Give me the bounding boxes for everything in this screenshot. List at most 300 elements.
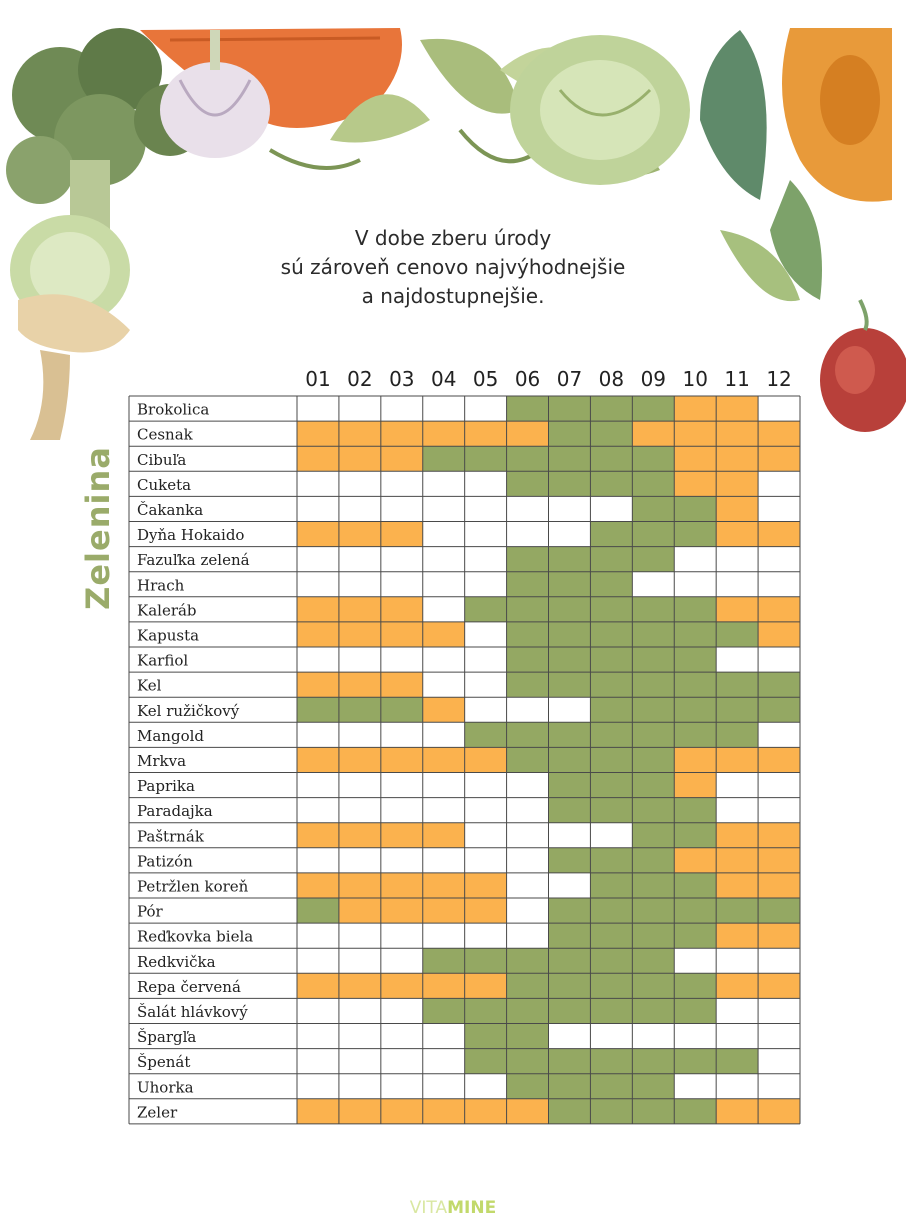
season-cell [339, 672, 381, 697]
month-header-05: 05 [472, 367, 499, 391]
vegetable-name: Petržlen koreň [137, 877, 249, 896]
season-cell [716, 823, 758, 848]
season-cell [716, 496, 758, 521]
season-cell [716, 923, 758, 948]
vegetable-name: Cesnak [137, 425, 193, 444]
season-cell [465, 622, 507, 647]
season-cell [465, 848, 507, 873]
season-cell [758, 773, 800, 798]
headline-line-2: sú zároveň cenovo najvýhodnejšie [280, 255, 626, 279]
season-cell [507, 823, 549, 848]
season-cell [674, 948, 716, 973]
season-cell [549, 1049, 591, 1074]
season-cell [716, 1024, 758, 1049]
season-cell [590, 898, 632, 923]
season-cell [297, 873, 339, 898]
month-header-12: 12 [766, 367, 792, 391]
season-cell [716, 522, 758, 547]
season-cell [465, 1049, 507, 1074]
season-cell [381, 873, 423, 898]
season-cell [632, 396, 674, 421]
season-cell [297, 973, 339, 998]
season-cell [590, 1074, 632, 1099]
season-cell [716, 773, 758, 798]
season-cell [507, 1074, 549, 1099]
season-cell [423, 496, 465, 521]
season-cell [339, 823, 381, 848]
season-cell [339, 446, 381, 471]
season-cell [632, 597, 674, 622]
season-cell [381, 597, 423, 622]
season-cell [632, 647, 674, 672]
season-cell [632, 798, 674, 823]
month-header-02: 02 [347, 367, 373, 391]
season-cell [758, 823, 800, 848]
season-cell [465, 547, 507, 572]
season-cell [549, 522, 591, 547]
season-cell [465, 1024, 507, 1049]
season-cell [507, 948, 549, 973]
season-cell [590, 421, 632, 446]
season-cell [297, 773, 339, 798]
season-cell [549, 722, 591, 747]
season-cell [423, 823, 465, 848]
season-cell [381, 722, 423, 747]
season-cell [590, 622, 632, 647]
season-cell [758, 873, 800, 898]
season-cell [549, 1024, 591, 1049]
vegetable-name: Fazuľka zelená [137, 551, 250, 570]
season-cell [465, 471, 507, 496]
season-cell [507, 446, 549, 471]
season-cell [549, 547, 591, 572]
season-cell [549, 773, 591, 798]
season-cell [632, 572, 674, 597]
season-cell [297, 572, 339, 597]
season-cell [632, 496, 674, 521]
month-header-09: 09 [640, 367, 667, 391]
season-cell [381, 622, 423, 647]
season-cell [507, 798, 549, 823]
vegetable-name: Mrkva [137, 751, 187, 770]
season-cell [549, 396, 591, 421]
season-cell [758, 697, 800, 722]
season-cell [381, 973, 423, 998]
season-cell [674, 848, 716, 873]
season-cell [339, 547, 381, 572]
season-cell [339, 722, 381, 747]
season-cell [465, 697, 507, 722]
season-cell [590, 873, 632, 898]
season-cell [674, 873, 716, 898]
season-cell [423, 923, 465, 948]
season-cell [465, 1074, 507, 1099]
season-cell [381, 948, 423, 973]
season-cell [590, 773, 632, 798]
season-cell [507, 597, 549, 622]
season-cell [339, 647, 381, 672]
vegetable-name: Špargľa [137, 1028, 197, 1047]
season-cell [716, 973, 758, 998]
season-cell [507, 923, 549, 948]
season-cell [465, 948, 507, 973]
season-cell [590, 496, 632, 521]
season-cell [758, 471, 800, 496]
season-cell [507, 647, 549, 672]
season-cell [465, 597, 507, 622]
season-cell [507, 547, 549, 572]
season-cell [674, 421, 716, 446]
season-cell [465, 396, 507, 421]
season-cell [674, 973, 716, 998]
season-cell [339, 1074, 381, 1099]
season-cell [339, 1099, 381, 1124]
season-cell [632, 547, 674, 572]
season-cell [297, 923, 339, 948]
season-cell [758, 973, 800, 998]
vegetable-name: Cuketa [137, 475, 192, 494]
season-cell [297, 672, 339, 697]
brand-logo [0, 1198, 906, 1218]
headline-line-3: a najdostupnejšie. [361, 284, 545, 308]
season-cell [297, 496, 339, 521]
season-cell [507, 1024, 549, 1049]
season-cell [716, 1074, 758, 1099]
season-cell [716, 873, 758, 898]
season-cell [590, 572, 632, 597]
season-cell [716, 848, 758, 873]
season-cell [549, 1099, 591, 1124]
season-cell [507, 998, 549, 1023]
season-cell [674, 798, 716, 823]
season-cell [758, 572, 800, 597]
season-cell [590, 798, 632, 823]
season-cell [590, 471, 632, 496]
season-cell [465, 823, 507, 848]
season-cell [297, 471, 339, 496]
season-cell [339, 496, 381, 521]
vegetable-name: Zeler [137, 1103, 178, 1122]
season-cell [339, 471, 381, 496]
season-cell [674, 547, 716, 572]
season-cell [758, 421, 800, 446]
season-cell [423, 798, 465, 823]
season-cell [423, 973, 465, 998]
season-cell [339, 697, 381, 722]
season-cell [507, 471, 549, 496]
season-cell [758, 446, 800, 471]
season-cell [549, 471, 591, 496]
season-cell [716, 421, 758, 446]
season-cell [423, 898, 465, 923]
season-cell [632, 948, 674, 973]
season-cell [758, 722, 800, 747]
season-cell [423, 773, 465, 798]
season-cell [297, 1024, 339, 1049]
season-cell [339, 396, 381, 421]
season-cell [339, 773, 381, 798]
season-cell [423, 998, 465, 1023]
season-cell [632, 998, 674, 1023]
season-cell [507, 421, 549, 446]
season-cell [381, 747, 423, 772]
month-header-08: 08 [598, 367, 625, 391]
season-cell [674, 496, 716, 521]
season-cell [674, 773, 716, 798]
season-cell [674, 572, 716, 597]
month-header-11: 11 [724, 367, 750, 391]
season-cell [465, 773, 507, 798]
season-cell [632, 923, 674, 948]
season-cell [297, 798, 339, 823]
season-cell [632, 421, 674, 446]
season-cell [674, 622, 716, 647]
season-cell [716, 747, 758, 772]
season-cell [381, 1099, 423, 1124]
season-cell [590, 446, 632, 471]
month-header-10: 10 [682, 367, 708, 391]
season-cell [339, 873, 381, 898]
season-cell [297, 898, 339, 923]
season-cell [423, 722, 465, 747]
season-cell [297, 1099, 339, 1124]
season-cell [590, 672, 632, 697]
season-cell [674, 522, 716, 547]
season-cell [549, 873, 591, 898]
season-cell [716, 597, 758, 622]
season-cell [632, 471, 674, 496]
season-cell [674, 823, 716, 848]
season-cell [423, 1049, 465, 1074]
vegetable-name: Šalát hlávkový [137, 1002, 248, 1021]
season-cell [758, 848, 800, 873]
season-cell [465, 722, 507, 747]
season-cell [716, 446, 758, 471]
season-cell [716, 1099, 758, 1124]
season-cell [758, 547, 800, 572]
season-cell [339, 522, 381, 547]
vegetable-name: Reďkovka biela [137, 927, 254, 946]
season-cell [549, 998, 591, 1023]
season-cell [716, 948, 758, 973]
season-cell [507, 722, 549, 747]
season-cell [758, 898, 800, 923]
season-cell [549, 572, 591, 597]
season-cell [632, 622, 674, 647]
season-cell [381, 446, 423, 471]
season-cell [549, 973, 591, 998]
season-cell [716, 998, 758, 1023]
season-cell [632, 1074, 674, 1099]
season-cell [632, 1049, 674, 1074]
season-cell [632, 898, 674, 923]
season-cell [507, 622, 549, 647]
season-cell [716, 1049, 758, 1074]
season-cell [507, 496, 549, 521]
season-cell [381, 396, 423, 421]
season-cell [297, 848, 339, 873]
vegetable-name: Redkvička [137, 952, 216, 971]
season-cell [674, 471, 716, 496]
season-cell [549, 697, 591, 722]
season-cell [632, 773, 674, 798]
season-cell [549, 1074, 591, 1099]
season-cell [297, 697, 339, 722]
season-cell [465, 898, 507, 923]
season-cell [758, 496, 800, 521]
season-cell [674, 998, 716, 1023]
season-cell [465, 672, 507, 697]
season-cell [297, 1049, 339, 1074]
season-cell [381, 647, 423, 672]
month-header-01: 01 [305, 367, 331, 391]
season-cell [507, 1099, 549, 1124]
season-cell [758, 396, 800, 421]
season-cell [507, 848, 549, 873]
season-cell [674, 697, 716, 722]
season-cell [297, 647, 339, 672]
season-cell [465, 446, 507, 471]
season-cell [590, 1049, 632, 1074]
season-cell [758, 798, 800, 823]
season-cell [716, 697, 758, 722]
season-cell [339, 798, 381, 823]
season-cell [339, 973, 381, 998]
season-cell [339, 1049, 381, 1074]
season-cell [590, 1099, 632, 1124]
season-cell [674, 898, 716, 923]
season-cell [381, 998, 423, 1023]
season-cell [590, 747, 632, 772]
month-header-06: 06 [514, 367, 541, 391]
season-cell [716, 547, 758, 572]
season-cell [339, 747, 381, 772]
season-cell [758, 747, 800, 772]
season-cell [423, 446, 465, 471]
season-cell [590, 998, 632, 1023]
season-cell [590, 848, 632, 873]
season-cell [758, 1099, 800, 1124]
season-cell [507, 773, 549, 798]
season-cell [297, 1074, 339, 1099]
season-cell [339, 923, 381, 948]
season-cell [674, 923, 716, 948]
season-cell [423, 948, 465, 973]
season-cell [381, 923, 423, 948]
season-cell [423, 672, 465, 697]
vegetable-name: Paštrnák [137, 827, 204, 846]
season-cell [758, 923, 800, 948]
season-cell [758, 998, 800, 1023]
season-cell [381, 672, 423, 697]
season-cell [758, 1074, 800, 1099]
brand-part-2: MINE [447, 1198, 497, 1218]
vegetable-name: Kapusta [137, 626, 200, 645]
season-cell [465, 798, 507, 823]
season-cell [632, 848, 674, 873]
season-cell [632, 973, 674, 998]
season-cell [758, 1024, 800, 1049]
season-cell [423, 1099, 465, 1124]
vegetable-name: Paradajka [137, 802, 213, 821]
season-cell [549, 421, 591, 446]
season-cell [632, 873, 674, 898]
season-cell [549, 747, 591, 772]
season-cell [339, 421, 381, 446]
season-cell [465, 747, 507, 772]
season-cell [465, 496, 507, 521]
season-cell [632, 722, 674, 747]
season-cell [632, 672, 674, 697]
season-cell [632, 747, 674, 772]
season-cell [465, 572, 507, 597]
season-cell [549, 597, 591, 622]
season-cell [339, 948, 381, 973]
vegetable-name: Dyňa Hokaido [137, 526, 245, 545]
vegetable-name: Repa červená [137, 977, 241, 996]
season-cell [381, 1074, 423, 1099]
season-cell [465, 1099, 507, 1124]
season-cell [381, 547, 423, 572]
category-label: Zelenina [79, 446, 117, 610]
season-cell [381, 572, 423, 597]
season-cell [549, 848, 591, 873]
season-cell [590, 1024, 632, 1049]
season-cell [590, 597, 632, 622]
season-cell [423, 396, 465, 421]
season-cell [590, 697, 632, 722]
season-cell [423, 471, 465, 496]
season-cell [549, 672, 591, 697]
season-cell [590, 722, 632, 747]
season-cell [507, 697, 549, 722]
season-cell [674, 1099, 716, 1124]
season-cell [716, 396, 758, 421]
season-cell [716, 647, 758, 672]
season-cell [674, 672, 716, 697]
vegetable-name: Mangold [137, 726, 204, 745]
season-cell [549, 898, 591, 923]
season-cell [423, 848, 465, 873]
season-cell [297, 622, 339, 647]
headline-line-1: V dobe zberu úrody [354, 226, 552, 250]
season-cell [716, 471, 758, 496]
season-cell [297, 396, 339, 421]
vegetable-name: Patizón [137, 852, 193, 871]
month-header-03: 03 [389, 367, 415, 391]
season-cell [297, 446, 339, 471]
season-cell [465, 923, 507, 948]
season-cell [632, 823, 674, 848]
season-cell [674, 1024, 716, 1049]
season-cell [549, 948, 591, 973]
vegetable-name: Hrach [137, 576, 185, 595]
season-cell [465, 522, 507, 547]
season-cell [423, 647, 465, 672]
season-cell [674, 747, 716, 772]
season-cell [339, 898, 381, 923]
season-cell [465, 647, 507, 672]
season-cell [507, 672, 549, 697]
season-cell [381, 697, 423, 722]
season-cell [423, 1024, 465, 1049]
vegetable-name: Uhorka [137, 1078, 194, 1097]
season-cell [632, 522, 674, 547]
season-cell [297, 722, 339, 747]
season-cell [381, 848, 423, 873]
season-cell [674, 722, 716, 747]
season-cell [507, 522, 549, 547]
